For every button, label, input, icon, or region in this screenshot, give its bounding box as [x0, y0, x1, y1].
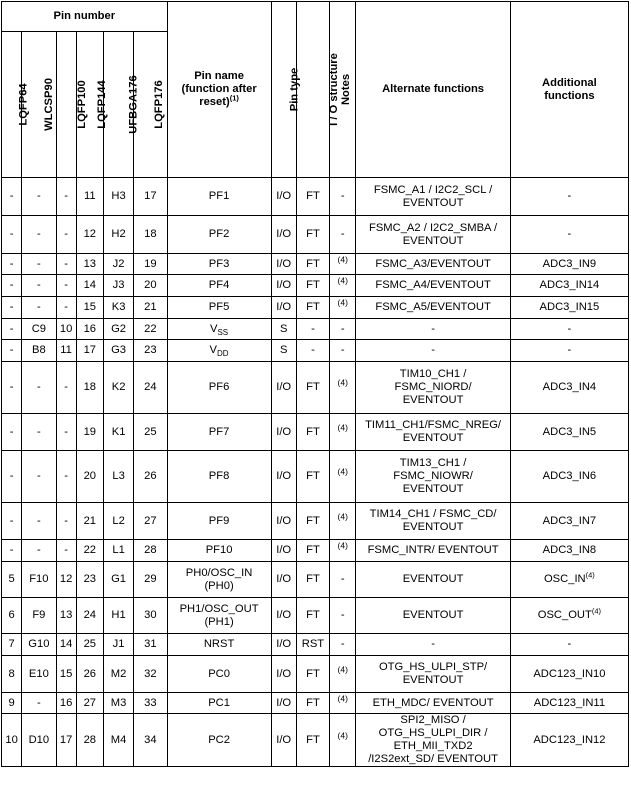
cell-notes: - [330, 216, 356, 254]
table-row [2, 254, 629, 275]
cell-lqfp100: 12 [56, 562, 76, 598]
cell-notes: - [330, 178, 356, 216]
cell-alternate-functions: - [356, 319, 510, 340]
cell-pin-name: PF2 [167, 216, 271, 254]
cell-pin-name: PH1/OSC_OUT (PH1) [167, 598, 271, 634]
table-row [2, 693, 629, 714]
cell-io-structure: FT [296, 297, 329, 319]
cell-lqfp176: 33 [134, 693, 167, 714]
cell-wlcsp90: - [22, 216, 56, 254]
cell-lqfp64: - [2, 451, 22, 503]
cell-lqfp176: 23 [134, 340, 167, 362]
cell-lqfp64: - [2, 540, 22, 562]
table-row [2, 714, 629, 767]
cell-additional-functions: - [510, 319, 628, 340]
cell-ufbga176: M3 [103, 693, 133, 714]
cell-wlcsp90: - [22, 362, 56, 414]
cell-alternate-functions: EVENTOUT [356, 562, 510, 598]
cell-wlcsp90: C9 [22, 319, 56, 340]
cell-wlcsp90: - [22, 540, 56, 562]
cell-pin-name: PF10 [167, 540, 271, 562]
cell-pin-type: I/O [271, 216, 296, 254]
table-row [2, 340, 629, 362]
cell-pin-name: PF6 [167, 362, 271, 414]
cell-notes: - [330, 634, 356, 656]
cell-pin-type: I/O [271, 540, 296, 562]
cell-lqfp64: - [2, 503, 22, 540]
cell-lqfp64: 5 [2, 562, 22, 598]
cell-lqfp64: 10 [2, 714, 22, 767]
cell-ufbga176: K2 [103, 362, 133, 414]
cell-lqfp100: 14 [56, 634, 76, 656]
cell-additional-functions: ADC3_IN14 [510, 275, 628, 297]
cell-pin-name: PF1 [167, 178, 271, 216]
package-header-ufbga176: UFBGA176 [103, 32, 133, 178]
cell-pin-name: PF7 [167, 414, 271, 451]
cell-pin-name: PF9 [167, 503, 271, 540]
notes-header: Notes [330, 2, 356, 178]
cell-ufbga176: J1 [103, 634, 133, 656]
cell-pin-type: S [271, 340, 296, 362]
cell-lqfp100: - [56, 503, 76, 540]
cell-alternate-functions: TIM10_CH1 / FSMC_NIORD/ EVENTOUT [356, 362, 510, 414]
io-structure-header: I / O structure [296, 2, 329, 178]
cell-lqfp100: - [56, 275, 76, 297]
cell-ufbga176: J2 [103, 254, 133, 275]
cell-alternate-functions: FSMC_A1 / I2C2_SCL / EVENTOUT [356, 178, 510, 216]
cell-pin-type: I/O [271, 362, 296, 414]
cell-additional-functions: ADC3_IN15 [510, 297, 628, 319]
table-row [2, 297, 629, 319]
cell-lqfp144: 25 [76, 634, 103, 656]
cell-lqfp144: 13 [76, 254, 103, 275]
cell-lqfp176: 22 [134, 319, 167, 340]
cell-notes: (4) [330, 451, 356, 503]
package-header-wlcsp90: WLCSP90 [22, 32, 56, 178]
cell-lqfp144: 20 [76, 451, 103, 503]
cell-pin-type: I/O [271, 562, 296, 598]
cell-wlcsp90: - [22, 254, 56, 275]
cell-ufbga176: H3 [103, 178, 133, 216]
cell-pin-type: S [271, 319, 296, 340]
cell-lqfp64: 8 [2, 656, 22, 693]
cell-io-structure: FT [296, 178, 329, 216]
cell-lqfp176: 20 [134, 275, 167, 297]
cell-ufbga176: K3 [103, 297, 133, 319]
cell-io-structure: FT [296, 451, 329, 503]
cell-lqfp144: 26 [76, 656, 103, 693]
cell-notes: (4) [330, 714, 356, 767]
cell-notes: (4) [330, 362, 356, 414]
cell-ufbga176: H2 [103, 216, 133, 254]
cell-lqfp64: 6 [2, 598, 22, 634]
cell-pin-name: $V_{SS}$ [167, 319, 271, 340]
cell-lqfp176: 29 [134, 562, 167, 598]
cell-lqfp144: 17 [76, 340, 103, 362]
cell-pin-type: I/O [271, 714, 296, 767]
cell-additional-functions: - [510, 634, 628, 656]
cell-ufbga176: M4 [103, 714, 133, 767]
cell-wlcsp90: - [22, 297, 56, 319]
table-row [2, 562, 629, 598]
cell-lqfp64: 9 [2, 693, 22, 714]
cell-lqfp64: - [2, 319, 22, 340]
table-row [2, 656, 629, 693]
cell-lqfp176: 26 [134, 451, 167, 503]
cell-lqfp144: 18 [76, 362, 103, 414]
cell-lqfp100: - [56, 540, 76, 562]
cell-lqfp64: - [2, 178, 22, 216]
cell-io-structure: FT [296, 598, 329, 634]
cell-additional-functions: ADC3_IN6 [510, 451, 628, 503]
cell-additional-functions: ADC3_IN4 [510, 362, 628, 414]
cell-pin-type: I/O [271, 656, 296, 693]
cell-lqfp64: 7 [2, 634, 22, 656]
table-row [2, 275, 629, 297]
cell-lqfp144: 21 [76, 503, 103, 540]
cell-pin-type: I/O [271, 693, 296, 714]
cell-wlcsp90: G10 [22, 634, 56, 656]
cell-ufbga176: L1 [103, 540, 133, 562]
table-row [2, 414, 629, 451]
cell-pin-name: $V_{DD}$ [167, 340, 271, 362]
cell-lqfp64: - [2, 340, 22, 362]
cell-lqfp144: 14 [76, 275, 103, 297]
cell-notes: (4) [330, 503, 356, 540]
package-header-lqfp100: LQFP100 [56, 32, 76, 178]
cell-lqfp176: 32 [134, 656, 167, 693]
cell-lqfp144: 11 [76, 178, 103, 216]
pin-table-body [2, 178, 629, 767]
cell-pin-type: I/O [271, 254, 296, 275]
cell-lqfp100: - [56, 451, 76, 503]
cell-pin-name: NRST [167, 634, 271, 656]
cell-lqfp64: - [2, 275, 22, 297]
cell-lqfp176: 25 [134, 414, 167, 451]
table-row [2, 598, 629, 634]
cell-additional-functions: ADC123_IN11 [510, 693, 628, 714]
cell-additional-functions: ADC3_IN8 [510, 540, 628, 562]
cell-lqfp100: - [56, 297, 76, 319]
cell-lqfp100: - [56, 254, 76, 275]
cell-additional-functions: OSC_OUT$^{(4)}$ [510, 598, 628, 634]
cell-lqfp64: - [2, 362, 22, 414]
cell-additional-functions: OSC_IN$^{(4)}$ [510, 562, 628, 598]
cell-alternate-functions: FSMC_A2 / I2C2_SMBA / EVENTOUT [356, 216, 510, 254]
cell-lqfp144: 16 [76, 319, 103, 340]
cell-wlcsp90: B8 [22, 340, 56, 362]
package-header-lqfp64: LQFP64 [2, 32, 22, 178]
cell-pin-type: I/O [271, 503, 296, 540]
cell-notes: (4) [330, 540, 356, 562]
table-row [2, 451, 629, 503]
table-row [2, 362, 629, 414]
cell-ufbga176: H1 [103, 598, 133, 634]
cell-lqfp144: 19 [76, 414, 103, 451]
cell-lqfp176: 28 [134, 540, 167, 562]
table-row [2, 634, 629, 656]
cell-notes: (4) [330, 297, 356, 319]
cell-pin-name: PF8 [167, 451, 271, 503]
cell-wlcsp90: - [22, 275, 56, 297]
pin-type-header: Pin type [271, 2, 296, 178]
cell-notes: - [330, 319, 356, 340]
cell-pin-type: I/O [271, 414, 296, 451]
cell-ufbga176: K1 [103, 414, 133, 451]
package-header-lqfp144: LQFP144 [76, 32, 103, 178]
package-header-lqfp176: LQFP176 [134, 32, 167, 178]
cell-wlcsp90: - [22, 178, 56, 216]
cell-io-structure: - [296, 319, 329, 340]
cell-io-structure: FT [296, 414, 329, 451]
cell-pin-type: I/O [271, 634, 296, 656]
cell-notes: - [330, 340, 356, 362]
cell-ufbga176: G1 [103, 562, 133, 598]
cell-pin-type: I/O [271, 297, 296, 319]
cell-lqfp176: 17 [134, 178, 167, 216]
cell-pin-name: PC2 [167, 714, 271, 767]
cell-lqfp64: - [2, 297, 22, 319]
pin-table [1, 1, 629, 767]
cell-wlcsp90: - [22, 693, 56, 714]
cell-io-structure: FT [296, 275, 329, 297]
cell-io-structure: FT [296, 503, 329, 540]
cell-pin-type: I/O [271, 451, 296, 503]
cell-notes: (4) [330, 693, 356, 714]
pin-number-header: Pin number [2, 2, 168, 32]
cell-lqfp176: 24 [134, 362, 167, 414]
cell-lqfp100: 16 [56, 693, 76, 714]
cell-ufbga176: M2 [103, 656, 133, 693]
table-row [2, 319, 629, 340]
cell-alternate-functions: FSMC_A4/EVENTOUT [356, 275, 510, 297]
cell-io-structure: FT [296, 693, 329, 714]
cell-lqfp144: 28 [76, 714, 103, 767]
cell-io-structure: FT [296, 656, 329, 693]
cell-lqfp64: - [2, 254, 22, 275]
cell-alternate-functions: OTG_HS_ULPI_STP/ EVENTOUT [356, 656, 510, 693]
cell-lqfp176: 34 [134, 714, 167, 767]
cell-wlcsp90: F9 [22, 598, 56, 634]
cell-lqfp144: 12 [76, 216, 103, 254]
cell-pin-name: PF3 [167, 254, 271, 275]
cell-lqfp100: - [56, 414, 76, 451]
cell-io-structure: FT [296, 714, 329, 767]
cell-alternate-functions: TIM14_CH1 / FSMC_CD/ EVENTOUT [356, 503, 510, 540]
cell-additional-functions: ADC3_IN9 [510, 254, 628, 275]
cell-alternate-functions: EVENTOUT [356, 598, 510, 634]
cell-lqfp144: 15 [76, 297, 103, 319]
cell-lqfp176: 27 [134, 503, 167, 540]
cell-lqfp100: 17 [56, 714, 76, 767]
cell-io-structure: FT [296, 254, 329, 275]
cell-pin-type: I/O [271, 275, 296, 297]
cell-lqfp144: 23 [76, 562, 103, 598]
cell-wlcsp90: E10 [22, 656, 56, 693]
cell-additional-functions: - [510, 216, 628, 254]
table-row [2, 540, 629, 562]
cell-lqfp176: 18 [134, 216, 167, 254]
cell-notes: (4) [330, 275, 356, 297]
table-row [2, 178, 629, 216]
cell-pin-name: PH0/OSC_IN (PH0) [167, 562, 271, 598]
cell-wlcsp90: - [22, 503, 56, 540]
cell-wlcsp90: D10 [22, 714, 56, 767]
cell-lqfp176: 21 [134, 297, 167, 319]
cell-lqfp176: 19 [134, 254, 167, 275]
cell-notes: - [330, 598, 356, 634]
cell-lqfp64: - [2, 216, 22, 254]
cell-lqfp64: - [2, 414, 22, 451]
cell-lqfp176: 31 [134, 634, 167, 656]
cell-pin-name: PC1 [167, 693, 271, 714]
cell-lqfp100: 10 [56, 319, 76, 340]
cell-io-structure: FT [296, 362, 329, 414]
cell-alternate-functions: TIM13_CH1 / FSMC_NIOWR/ EVENTOUT [356, 451, 510, 503]
alternate-functions-header: Alternate functions [356, 2, 510, 178]
cell-additional-functions: - [510, 340, 628, 362]
cell-lqfp100: - [56, 362, 76, 414]
cell-io-structure: FT [296, 216, 329, 254]
cell-wlcsp90: - [22, 414, 56, 451]
cell-pin-name: PF4 [167, 275, 271, 297]
cell-wlcsp90: - [22, 451, 56, 503]
cell-alternate-functions: TIM11_CH1/FSMC_NREG/ EVENTOUT [356, 414, 510, 451]
pin-name-header: Pin name (function after reset)$^{(1)}$ [167, 2, 271, 178]
cell-lqfp100: - [56, 216, 76, 254]
cell-notes: (4) [330, 254, 356, 275]
cell-ufbga176: G3 [103, 340, 133, 362]
cell-lqfp144: 22 [76, 540, 103, 562]
cell-alternate-functions: ETH_MDC/ EVENTOUT [356, 693, 510, 714]
cell-pin-name: PF5 [167, 297, 271, 319]
cell-pin-name: PC0 [167, 656, 271, 693]
cell-notes: (4) [330, 656, 356, 693]
cell-wlcsp90: F10 [22, 562, 56, 598]
cell-alternate-functions: FSMC_INTR/ EVENTOUT [356, 540, 510, 562]
cell-lqfp100: 15 [56, 656, 76, 693]
cell-notes: - [330, 562, 356, 598]
cell-alternate-functions: - [356, 634, 510, 656]
table-row [2, 216, 629, 254]
cell-additional-functions: - [510, 178, 628, 216]
cell-alternate-functions: SPI2_MISO / OTG_HS_ULPI_DIR / ETH_MII_TXD2 /I2S2ext_SD/ EVENTOUT [356, 714, 510, 767]
cell-ufbga176: G2 [103, 319, 133, 340]
cell-io-structure: FT [296, 562, 329, 598]
cell-lqfp144: 27 [76, 693, 103, 714]
cell-io-structure: RST [296, 634, 329, 656]
cell-io-structure: - [296, 340, 329, 362]
cell-additional-functions: ADC123_IN12 [510, 714, 628, 767]
cell-alternate-functions: - [356, 340, 510, 362]
cell-lqfp100: 11 [56, 340, 76, 362]
cell-lqfp144: 24 [76, 598, 103, 634]
cell-lqfp176: 30 [134, 598, 167, 634]
cell-additional-functions: ADC3_IN7 [510, 503, 628, 540]
cell-pin-type: I/O [271, 598, 296, 634]
cell-additional-functions: ADC3_IN5 [510, 414, 628, 451]
cell-pin-type: I/O [271, 178, 296, 216]
cell-io-structure: FT [296, 540, 329, 562]
cell-alternate-functions: FSMC_A5/EVENTOUT [356, 297, 510, 319]
additional-functions-header: Additional functions [510, 2, 628, 178]
cell-ufbga176: L3 [103, 451, 133, 503]
table-row [2, 503, 629, 540]
cell-ufbga176: L2 [103, 503, 133, 540]
cell-lqfp100: - [56, 178, 76, 216]
cell-alternate-functions: FSMC_A3/EVENTOUT [356, 254, 510, 275]
cell-lqfp100: 13 [56, 598, 76, 634]
cell-ufbga176: J3 [103, 275, 133, 297]
cell-notes: (4) [330, 414, 356, 451]
cell-additional-functions: ADC123_IN10 [510, 656, 628, 693]
